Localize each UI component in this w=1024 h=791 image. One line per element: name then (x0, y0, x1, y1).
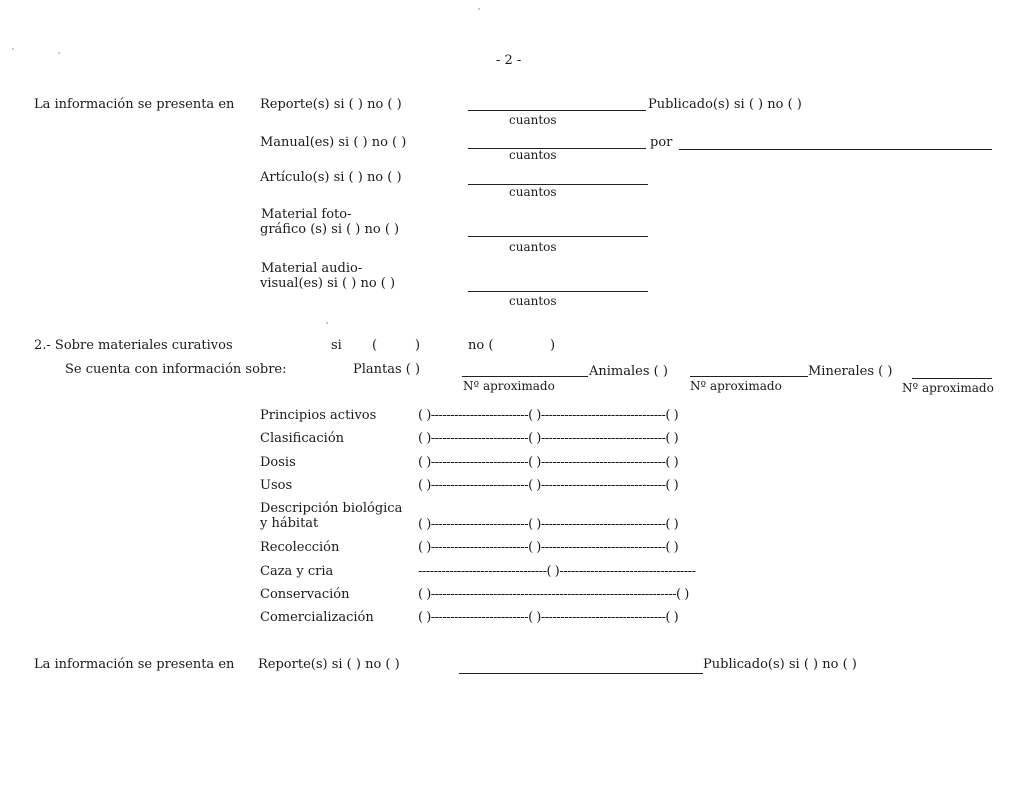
item-label: Clasificación (260, 431, 345, 446)
foto-label-1: Material foto- (261, 207, 352, 222)
foto-cuantos: cuantos (509, 240, 557, 254)
item-label: Caza y cria (260, 564, 334, 579)
audio-label-2: visual(es) si ( ) no ( ) (260, 276, 396, 291)
item-label: Conservación (260, 587, 350, 602)
plantas-count-line[interactable] (462, 376, 588, 377)
reporte-count-line[interactable] (468, 110, 646, 111)
manual-cuantos: cuantos (509, 148, 557, 162)
item-label: Comercialización (260, 610, 374, 625)
audio-label-1: Material audio- (261, 261, 363, 276)
footer-intro: La información se presenta en (34, 657, 235, 672)
page-number: - 2 - (496, 53, 522, 68)
scan-speck (478, 8, 480, 10)
item-marks[interactable]: ( )-------------------------( )--------------------------------( ) (418, 455, 679, 470)
item-label: Principios activos (260, 408, 377, 423)
section2-heading: 2.- Sobre materiales curativos (34, 338, 233, 353)
manual-count-line[interactable] (468, 148, 646, 149)
por-line[interactable] (679, 149, 992, 150)
animales-count-line[interactable] (690, 376, 808, 377)
audio-count-line[interactable] (468, 291, 648, 292)
item-marks[interactable]: ( )-------------------------( )--------------------------------( ) (418, 431, 679, 446)
articulo-cuantos: cuantos (509, 185, 557, 199)
por-label: por (650, 135, 673, 150)
item-label: Dosis (260, 455, 296, 470)
foto-label-2: gráfico (s) si ( ) no ( ) (260, 222, 400, 237)
footer-count-line[interactable] (459, 673, 703, 674)
audio-cuantos: cuantos (509, 294, 557, 308)
footer-reporte: Reporte(s) si ( ) no ( ) (258, 657, 400, 672)
articulo-label: Artículo(s) si ( ) no ( ) (260, 170, 402, 185)
item-label: Descripción biológica (260, 501, 403, 516)
animales-label: Animales ( ) (589, 364, 668, 379)
item-marks[interactable]: ---------------------------------( )----------------------------------- (418, 564, 696, 579)
item-label-line2: y hábitat (260, 516, 319, 531)
item-marks[interactable]: ( )---------------------------------------------------------------( ) (418, 587, 689, 602)
item-marks[interactable]: ( )-------------------------( )--------------------------------( ) (418, 478, 679, 493)
foto-count-line[interactable] (468, 236, 648, 237)
no-label: no ( (468, 338, 494, 353)
plantas-aprox: Nº aproximado (463, 379, 555, 393)
scan-speck (58, 52, 60, 54)
animales-aprox: Nº aproximado (690, 379, 782, 393)
si-label: si (331, 338, 342, 353)
minerales-label: Minerales ( ) (808, 364, 893, 379)
footer-publicado: Publicado(s) si ( ) no ( ) (703, 657, 857, 672)
item-label: Recolección (260, 540, 340, 555)
reporte-label: Reporte(s) si ( ) no ( ) (260, 97, 402, 112)
articulo-count-line[interactable] (468, 184, 648, 185)
plantas-label: Plantas ( ) (353, 362, 421, 377)
manual-label: Manual(es) si ( ) no ( ) (260, 135, 407, 150)
item-marks[interactable]: ( )-------------------------( )--------------------------------( ) (418, 517, 679, 532)
no-close-paren: ) (550, 338, 556, 353)
scan-speck (12, 48, 14, 50)
reporte-cuantos: cuantos (509, 113, 557, 127)
item-label: Usos (260, 478, 293, 493)
item-marks[interactable]: ( )-------------------------( )--------------------------------( ) (418, 610, 679, 625)
si-open-paren: ( (372, 338, 378, 353)
minerales-aprox: Nº aproximado (902, 381, 994, 395)
section1-intro: La información se presenta en (34, 97, 235, 112)
si-close-paren: ) (415, 338, 421, 353)
item-marks[interactable]: ( )-------------------------( )--------------------------------( ) (418, 408, 679, 423)
item-marks[interactable]: ( )-------------------------( )--------------------------------( ) (418, 540, 679, 555)
minerales-count-line[interactable] (912, 378, 992, 379)
publicado-label: Publicado(s) si ( ) no ( ) (648, 97, 802, 112)
scan-speck (326, 322, 328, 324)
cuenta-label: Se cuenta con información sobre: (65, 362, 287, 377)
